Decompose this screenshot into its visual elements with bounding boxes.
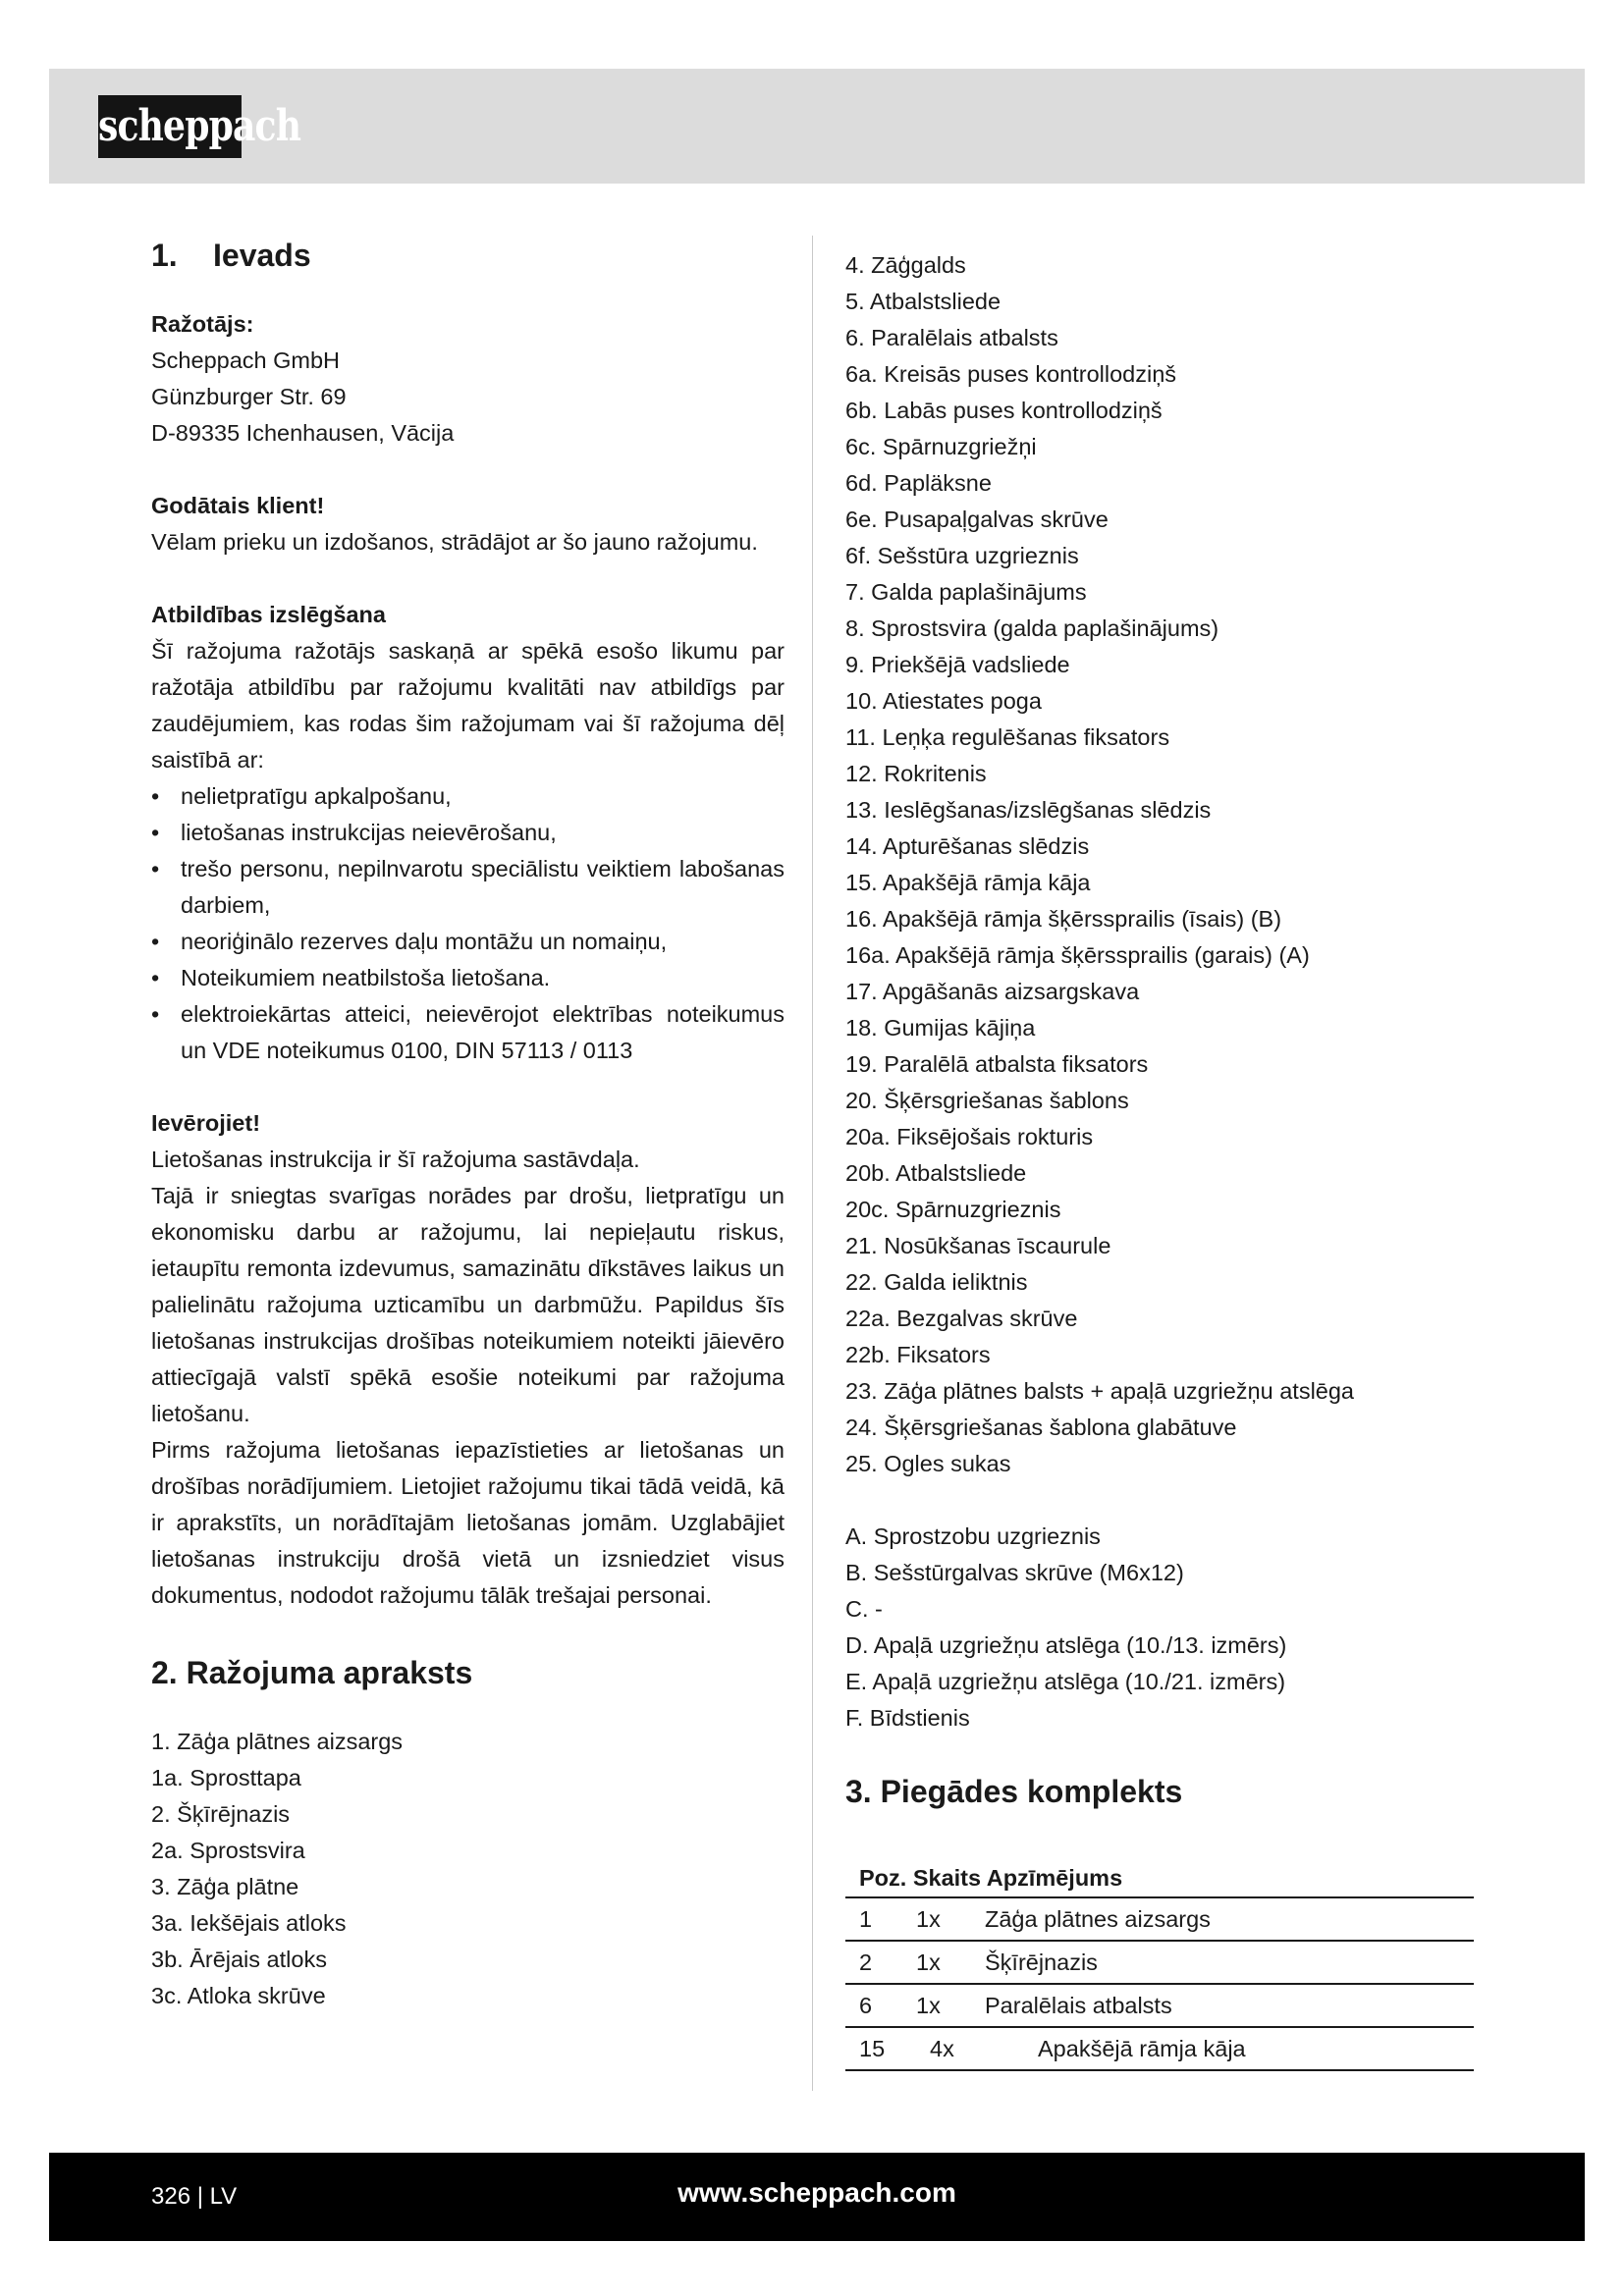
part-item: 2a. Sprostsvira (151, 1838, 305, 1863)
bullet-item: • elektroiekārtas atteici, neievērojot elektrības noteikumus un VDE noteikumus 0100, DIN 57113 / 0113 (151, 996, 785, 1069)
part-item: 4. Zāģgalds (845, 252, 966, 278)
part-item: 3c. Atloka skrūve (151, 1983, 326, 2008)
part-item: 21. Nosūkšanas īscaurule (845, 1233, 1111, 1258)
bullet-item: • lietošanas instrukcijas neievērošanu, (151, 815, 785, 851)
table-row: 15 4x Apakšējā rāmja kāja (845, 2028, 1474, 2071)
part-item: 1a. Sprosttapa (151, 1765, 301, 1790)
part-item: 20a. Fiksējošais rokturis (845, 1124, 1094, 1149)
part-item: 6d. Papläksne (845, 470, 992, 496)
section-description-heading: 2. Ražojuma apraksts (151, 1655, 473, 1690)
part-item: 11. Leņķa regulēšanas fiksators (845, 724, 1170, 750)
accessory-item: A. Sprostzobu uzgrieznis (845, 1523, 1101, 1549)
note-text: Pirms ražojuma lietošanas iepazīstieties ar lietošanas un drošības norādījumiem. Lietojiet ražojumu tikai tādā veidā, kā ir aprakstīts, un norādītajām lietošanas jomām. Uzglabājiet lietošanas instrukciju drošā vietā un izsniedziet visus dokumentus, nododot ražojumu tālāk trešajai personai. (151, 1437, 785, 1608)
part-item: 10. Atiestates poga (845, 688, 1042, 714)
page-number: 326 | LV (151, 2183, 238, 2210)
table-row: 2 1x Šķīrējnazis (845, 1942, 1474, 1985)
liability-label: Atbildības izslēgšana (151, 602, 386, 627)
part-item: 16. Apakšējā rāmja šķērssprailis (īsais) (B) (845, 906, 1282, 932)
part-item: 14. Apturēšanas slēdzis (845, 833, 1090, 859)
part-item: 5. Atbalstsliede (845, 289, 1001, 314)
part-item: 18. Gumijas kājiņa (845, 1015, 1036, 1041)
part-item: 22. Galda ieliktnis (845, 1269, 1028, 1295)
manufacturer-line: D-89335 Ichenhausen, Vācija (151, 420, 455, 446)
part-item: 3b. Ārējais atloks (151, 1947, 327, 1972)
parts-list-right (845, 247, 1493, 1482)
page-header (49, 69, 1585, 184)
part-item: 6f. Sešstūra uzgrieznis (845, 543, 1079, 568)
page-footer (49, 2153, 1585, 2241)
note-text: Tajā ir sniegtas svarīgas norādes par drošu, lietpratīgu un ekonomisku darbu ar ražojumu, lai nepieļautu riskus, ietaupītu remonta izdevumus, samazinātu dīkstāves laikus un palielinātu ražojuma uzticamību un darbmūžu. Papildus šīs lietošanas instrukcijas drošības noteikumiem noteikti jāievēro attiecīgajā valstī spēkā esošie noteikumi par ražojuma lietošanu. (151, 1183, 785, 1426)
part-item: 2. Šķīrējnazis (151, 1801, 291, 1827)
accessory-item: F. Bīdstienis (845, 1705, 970, 1731)
part-item: 22a. Bezgalvas skrūve (845, 1306, 1078, 1331)
part-item: 15. Apakšējā rāmja kāja (845, 870, 1091, 895)
note-line: Lietošanas instrukcija ir šī ražojuma sastāvdaļa. (151, 1147, 640, 1172)
part-item: 13. Ieslēgšanas/izslēgšanas slēdzis (845, 797, 1212, 823)
part-item: 6e. Pusapaļgalvas skrūve (845, 507, 1109, 532)
greeting-label: Godātais klient! (151, 493, 325, 518)
accessory-item: D. Apaļā uzgriežņu atslēga (10./13. izmērs) (845, 1632, 1287, 1658)
liability-bullets (151, 778, 785, 1069)
right-column (845, 236, 1493, 2071)
table-row: 6 1x Paralēlais atbalsts (845, 1985, 1474, 2028)
manufacturer-line: Scheppach GmbH (151, 347, 341, 373)
section-intro-heading: 1. Ievads (151, 238, 311, 273)
table-header: Poz. Skaits Apzīmējums (845, 1860, 1474, 1898)
part-item: 3a. Iekšējais atloks (151, 1910, 347, 1936)
part-item: 6. Paralēlais atbalsts (845, 325, 1058, 350)
parts-list-left (151, 1724, 785, 2014)
part-item: 1. Zāģa plātnes aizsargs (151, 1729, 404, 1754)
part-item: 24. Šķērsgriešanas šablona glabātuve (845, 1415, 1237, 1440)
part-item: 22b. Fiksators (845, 1342, 991, 1367)
scheppach-logo: scheppach (98, 95, 242, 158)
part-item: 16a. Apakšējā rāmja šķērssprailis (garais) (A) (845, 942, 1310, 968)
manufacturer-line: Günzburger Str. 69 (151, 384, 347, 409)
column-divider (812, 236, 813, 2091)
accessory-item: E. Apaļā uzgriežņu atslēga (10./21. izmērs) (845, 1669, 1286, 1694)
part-item: 25. Ogles sukas (845, 1451, 1011, 1476)
left-column (151, 236, 785, 2014)
part-item: 23. Zāģa plātnes balsts + apaļā uzgriežņu atslēga (845, 1378, 1354, 1404)
section-delivery-heading: 3. Piegādes komplekts (845, 1774, 1183, 1809)
manufacturer-label: Ražotājs: (151, 311, 254, 337)
note-label: Ievērojiet! (151, 1110, 261, 1136)
table-row: 1 1x Zāģa plātnes aizsargs (845, 1898, 1474, 1942)
bullet-item: • trešo personu, nepilnvarotu speciālistu veiktiem labošanas darbiem, (151, 851, 785, 924)
part-item: 6a. Kreisās puses kontrollodziņš (845, 361, 1177, 387)
part-item: 3. Zāģa plātne (151, 1874, 299, 1899)
part-item: 19. Paralēlā atbalsta fiksators (845, 1051, 1149, 1077)
part-item: 20. Šķērsgriešanas šablons (845, 1088, 1129, 1113)
accessory-item: C. - (845, 1596, 883, 1622)
part-item: 20b. Atbalstsliede (845, 1160, 1027, 1186)
delivery-table (845, 1860, 1474, 2071)
part-item: 12. Rokritenis (845, 761, 987, 786)
part-item: 8. Sprostsvira (galda paplašinājums) (845, 615, 1219, 641)
part-item: 17. Apgāšanās aizsargskava (845, 979, 1140, 1004)
part-item: 7. Galda paplašinājums (845, 579, 1087, 605)
bullet-item: • Noteikumiem neatbilstoša lietošana. (151, 960, 785, 996)
part-item: 6b. Labās puses kontrollodziņš (845, 398, 1163, 423)
accessory-item: B. Sešstūrgalvas skrūve (M6x12) (845, 1560, 1184, 1585)
bullet-item: • neoriģinālo rezerves daļu montāžu un nomaiņu, (151, 924, 785, 960)
part-item: 20c. Spārnuzgrieznis (845, 1197, 1061, 1222)
website-link[interactable]: www.scheppach.com (677, 2177, 956, 2208)
greeting-text: Vēlam prieku un izdošanos, strādājot ar šo jauno ražojumu. (151, 529, 758, 555)
part-item: 9. Priekšējā vadsliede (845, 652, 1070, 677)
liability-text: Šī ražojuma ražotājs saskaņā ar spēkā esošo likumu par ražotāja atbildību par ražojumu kvalitāti nav atbildīgs par zaudējumiem, kas rodas šim ražojumam vai šī ražojuma dēļ saistībā ar: (151, 638, 785, 773)
part-item: 6c. Spārnuzgriežņi (845, 434, 1037, 459)
bullet-item: • nelietpratīgu apkalpošanu, (151, 778, 785, 815)
accessories-list (845, 1519, 1493, 1736)
